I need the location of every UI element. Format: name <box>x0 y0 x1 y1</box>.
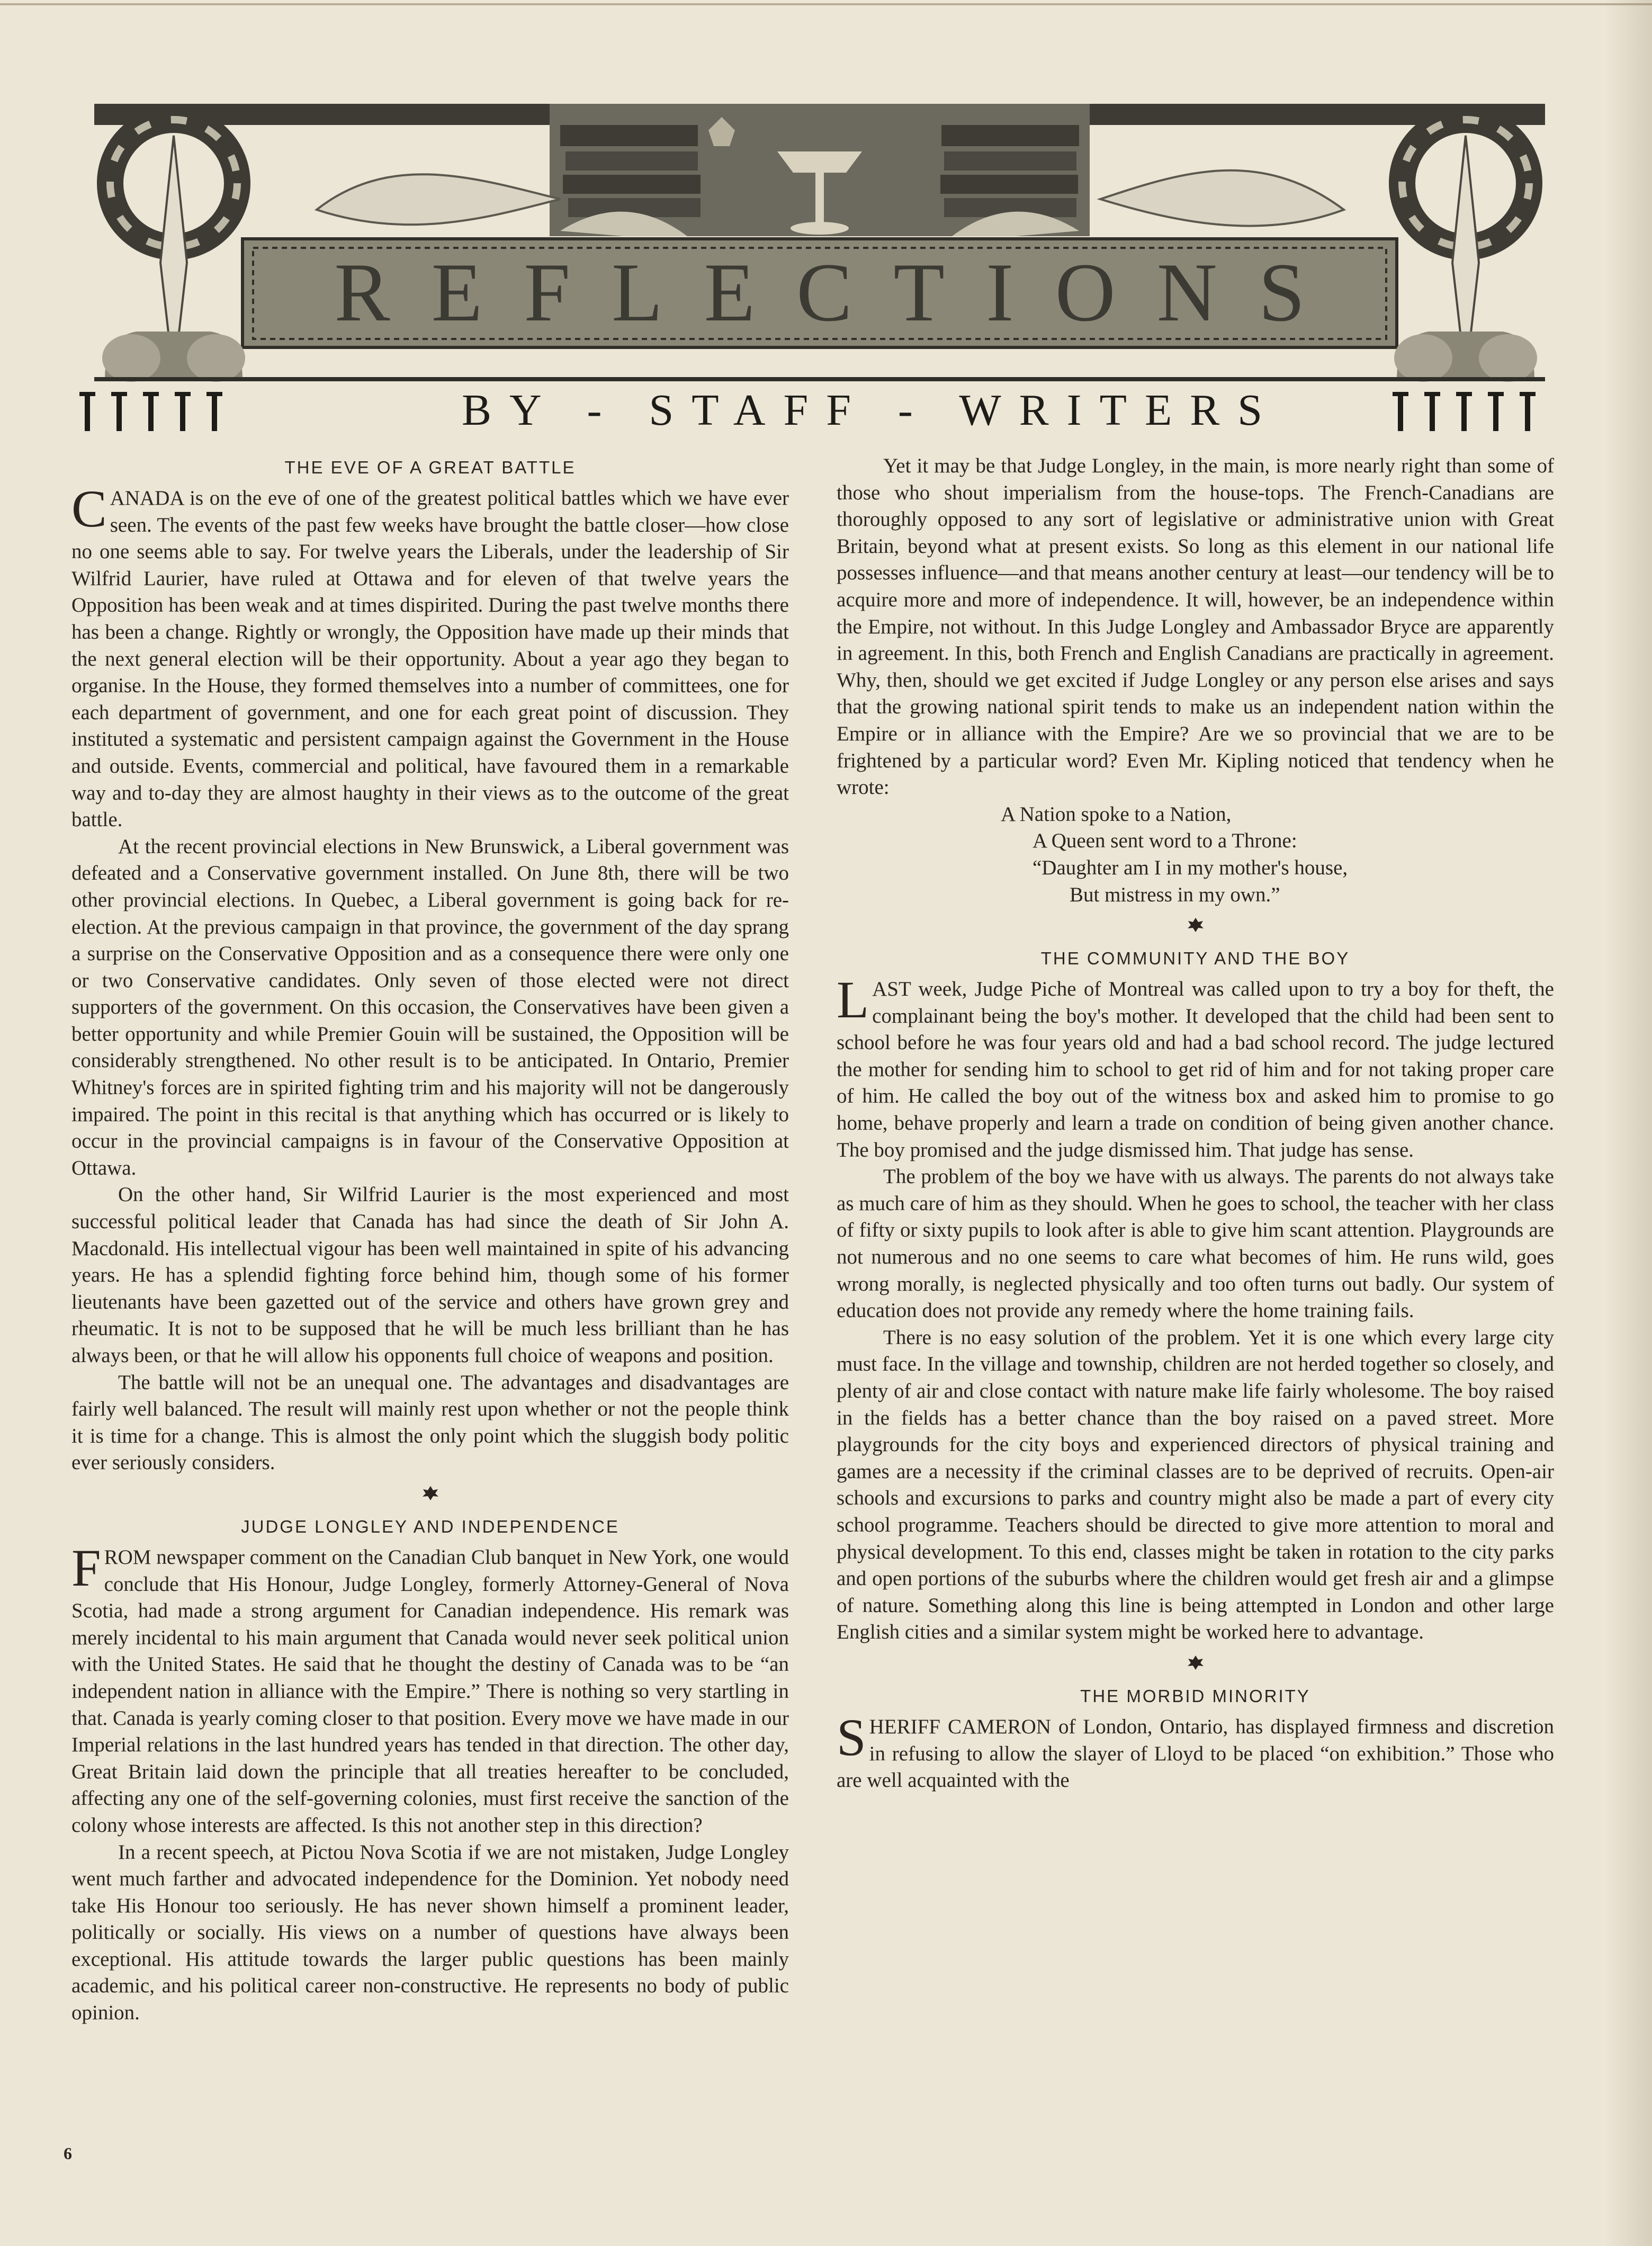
tick-ornament-right <box>1377 389 1546 431</box>
paragraph-text: HERIFF CAMERON of London, Ontario, has displayed firmness and discretion in refusing to allow the slayer of Lloyd to be placed “on exhibition.” Those who are well acquainted with the <box>837 1715 1554 1792</box>
verse-line: “Daughter am I in my mother's house, <box>1032 856 1348 879</box>
paragraph-text: ROM newspaper comment on the Canadian Club banquet in New York, one would conclude that His Honour, Judge Longley, formerly Attorney-General of Nova Scotia, had made a strong argument for Canadian independence. His remark was merely incidental to his main argument that Canada would never seek political union with the United States. He said that he thought the destiny of Canada was to be “an independent nation in alliance with the Empire.” There is nothing so very startling in that. Canada is yearly coming closer to that position. Every move we have made in our Imperial relations in the last hundred years has tended in that direction. The other day, Great Britain laid down the principle that all treaties hereafter to be concluded, affecting any one of the self-governing colonies, must first receive the sanction of the colony whose interests are affected. Is this not another step in this direction? <box>71 1545 789 1837</box>
byline: BY - STAFF - WRITERS <box>461 386 1281 435</box>
byline-row <box>79 381 1546 440</box>
article-morbid-paragraph-1 <box>837 1707 1554 1794</box>
leaf-ornament-icon <box>1187 1654 1205 1670</box>
leaf-ornament-icon <box>421 1485 439 1501</box>
banner-title-plate <box>253 243 1386 343</box>
drop-cap: F <box>71 1538 101 1597</box>
verse-line: A Nation spoke to a Nation, <box>1001 802 1232 826</box>
leaf-ornament-icon <box>1187 917 1205 933</box>
section-divider <box>837 1646 1554 1679</box>
article-longley-paragraph-2: In a recent speech, at Pictou Nova Scotia if we are not mistaken, Judge Longley went much farther and advocated independence for the Dominion. Yet nobody need take His Honour too seriously. He has never shown himself a prominent leader, politically or socially. His views on a number of questions have always been exceptional. His attitude towards the larger public questions has been mainly academic, and his political career non-constructive. He represents no body of public opinion. <box>71 1840 789 2025</box>
heading-judge-longley: JUDGE LONGLEY AND INDEPENDENCE <box>241 1516 620 1536</box>
article-eve-paragraph-1 <box>71 479 789 834</box>
heading-morbid-minority: THE MORBID MINORITY <box>1080 1686 1310 1706</box>
verse-line: But mistress in my own.” <box>1070 883 1280 906</box>
page-top-rule <box>0 3 1652 5</box>
article-eve-paragraph-4: The battle will not be an unequal one. The advantages and disadvantages are fairly well balanced. The result will mainly rest upon whether or not the people think it is time for a change. This is almost the only point which the sluggish body politic ever seriously considers. <box>71 1371 789 1474</box>
wreath-right-illustration <box>1394 120 1537 382</box>
paragraph-text: AST week, Judge Piche of Montreal was called upon to try a boy for theft, the complainant being the boy's mother. It developed that the child had been sent to school before he was four years old and had a bad school record. The judge lectured the mother for sending him to school to get rid of him and for not taking proper care of him. He called the boy out of the witness box and asked him to promise to go home, behave properly and learn a trade on condition of being given another chance. The boy promised and the judge dismissed him. That judge has sense. <box>837 978 1554 1161</box>
kipling-verse <box>837 801 1554 908</box>
drop-cap: C <box>71 479 107 538</box>
drop-cap: S <box>837 1707 866 1767</box>
column-right <box>837 453 1554 1794</box>
wreath-left-illustration <box>102 120 245 382</box>
drop-cap: L <box>837 970 869 1030</box>
article-community-paragraph-2: The problem of the boy we have with us always. The parents do not always take as much care of him as they should. When he goes to school, the teacher with her class of fifty or sixty pupils to look after is able to give him scant attention. Playgrounds are not numerous and no one seems to care what becomes of him. He runs wild, goes wrong morally, is neglected physically and too often turns out badly. Our system of education does not provide any remedy where the home training fails. <box>837 1165 1554 1322</box>
section-divider <box>837 908 1554 941</box>
page-number: 6 <box>64 2144 72 2163</box>
article-eve-paragraph-2: At the recent provincial elections in New Brunswick, a Liberal government was defeated and a Conservative government installed. On June 8th, there will be two other provincial elections. In Quebec, a Liberal government is going back for re-election. At the previous campaign in that province, the government of the day sprang a surprise on the Conservative Opposition and as a consequence there were only one or two Conservative candidates. Only seven of those elected were not direct supporters of the government. On this occasion, the Conservatives have been given a better opportunity and while Premier Gouin will be sustained, the Opposition will be considerably strengthened. No other result is to be anticipated. In Ontario, Premier Whitney's forces are in spirited fighting trim and his majority will not be dangerously impaired. The point in this recital is that anything which has occurred or is likely to occur in the provincial campaigns is in favour of the Conservative Opposition at Ottawa. <box>71 835 789 1179</box>
paper-edge-shadow <box>1604 0 1652 2246</box>
paragraph-text: ANADA is on the eve of one of the greatest political battles which we have ever seen. The events of the past few weeks have brought the battle closer—how close no one seems able to say. For twelve years the Liberals, under the leadership of Sir Wilfrid Laurier, have ruled at Ottawa and for eleven of that twelve years the Opposition has been weak and at times dispirited. During the past twelve months there has been a change. Rightly or wrongly, the Opposition have made up their minds that the next general election will be their opportunity. About a year ago they began to organise. In the House, they formed themselves into a number of committees, one for each department of government, and one for each great point of discussion. They instituted a systematic and persistent campaign against the Government in the House and outside. Events, commercial and political, have favoured them in a remarkable way and to-day they are almost haughty in their views as to the outcome of the great battle. <box>71 487 789 831</box>
tick-ornament-left <box>79 389 249 431</box>
section-divider <box>71 1477 789 1509</box>
heading-eve-of-great-battle: THE EVE OF A GREAT BATTLE <box>284 458 576 477</box>
article-community-paragraph-1 <box>837 970 1554 1164</box>
verse-line: A Queen sent word to a Throne: <box>1032 829 1297 853</box>
banner-title: REFLECTIONS <box>334 246 1346 339</box>
article-longley-paragraph-3: Yet it may be that Judge Longley, in the main, is more nearly right than some of those who shout imperialism from the house-tops. The French-Canadians are thoroughly opposed to any sort of legislative or administrative union with Great Britain, beyond what at present exists. So long as this element in our national life possesses influence—and that means another century at least—our tendency will be to acquire more and more of independence. It will, however, be an independence within the Empire, not without. In this Judge Longley and Ambassador Bryce are apparently in agreement. In this, both French and English Canadians are practically in agreement. Why, then, should we get excited if Judge Longley or any person else arises and says that the growing national spirit tends to make us an independent nation within the Empire or in alliance with the Empire? Are we so provincial that we are to be frightened by a particular word? Even Mr. Kipling noticed that tendency when he wrote: <box>837 454 1554 799</box>
article-eve-paragraph-3: On the other hand, Sir Wilfrid Laurier is the most experienced and most successful political leader that Canada has had since the death of Sir John A. Macdonald. His intellectual vigour has been well maintained in spite of his advancing years. He has a splendid fighting force behind him, though some of his former lieutenants have been gazetted out of the service and others have grown grey and rheumatic. It is not to be supposed that he will be much less brilliant than he has always been, or that he will allow his opponents full choice of weapons and position. <box>71 1183 789 1367</box>
heading-community-and-boy: THE COMMUNITY AND THE BOY <box>1040 948 1350 969</box>
article-community-paragraph-3: There is no easy solution of the problem. Yet it is one which every large city must face. In the village and township, children are not herded together so closely, and plenty of air and close contact with nature make life fairly wholesome. The boy raised in the fields has a better chance than the boy raised on a paved street. More playgrounds for the city boys and experienced directors of physical training and games are a necessity if the criminal classes are to be deprived of recruits. Open-air schools and excursions to parks and country might also be made a part of every city school programme. Teachers should be directed to give more attention to moral and physical development. To this end, classes might be taken in rotation to the city parks and open portions of the suburbs where the children would get fresh air and a glimpse of nature. Something along this line is being attempted in London and other large English cities and a similar system might be worked here to advantage. <box>837 1326 1554 1644</box>
article-longley-paragraph-1 <box>71 1538 789 1839</box>
column-left <box>71 450 789 2027</box>
reflections-banner <box>94 104 1545 411</box>
